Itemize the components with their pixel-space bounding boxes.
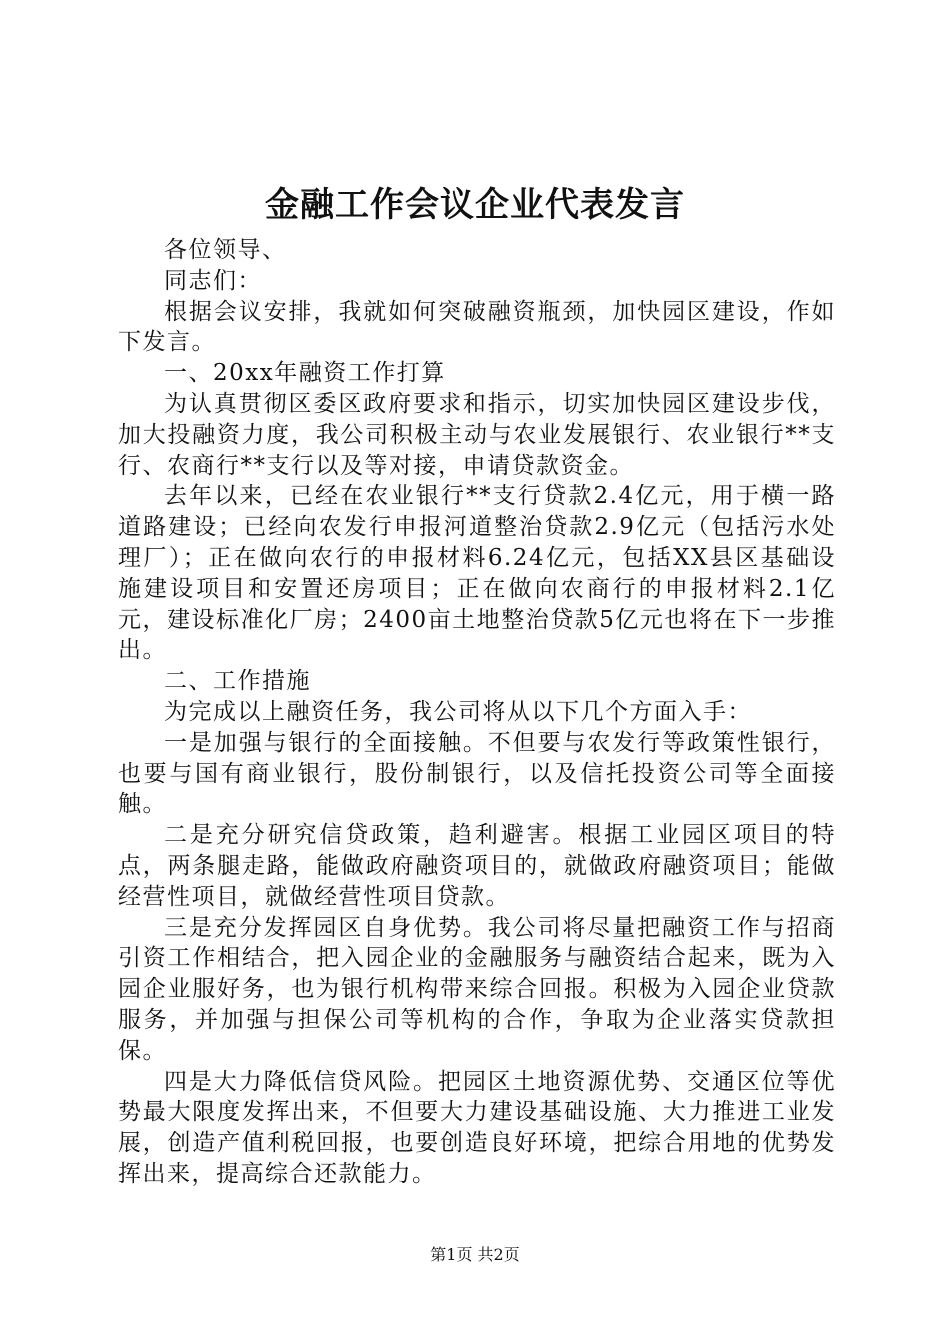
salutation-leaders: 各位领导、: [164, 237, 287, 263]
measures-intro: 为完成以上融资任务，我公司将从以下几个方面入手：: [164, 698, 752, 725]
measure-4: 四是大力降低信贷风险。把园区土地资源优势、交通区位等优势最大限度发挥出来，不但要大力建设基础设施、大力推进工业发展，创造产值利税回报，也要创造良好环境，把综合用地的优势发挥出来，提高综合还款能力。: [118, 1068, 836, 1187]
intro-paragraph: 根据会议安排，我就如何突破融资瓶颈，加快园区建设，作如下发言。: [118, 298, 836, 356]
salutation-comrades: 同志们：: [164, 267, 262, 294]
section-heading-plan: 一、20xx年融资工作打算: [164, 360, 446, 387]
document-title: 金融工作会议企业代表发言: [265, 185, 685, 225]
measure-2: 二是充分研究信贷政策，趋利避害。根据工业园区项目的特点，两条腿走路，能做政府融资项目的，就做政府融资项目；能做经营性项目，就做经营性项目贷款。: [118, 822, 836, 910]
section-heading-measures: 二、工作措施: [164, 668, 311, 695]
measure-3: 三是充分发挥园区自身优势。我公司将尽量把融资工作与招商引资工作相结合，把入园企业的金融服务与融资结合起来，既为入园企业服好务，也为银行机构带来综合回报。积极为入园企业贷款服务，并加强与担保公司等机构的合作，争取为企业落实贷款担保。: [118, 914, 836, 1064]
plan-paragraph-2: 去年以来，已经在农业银行**支行贷款2.4亿元，用于横一路道路建设；已经向农发行申报河道整治贷款2.9亿元（包括污水处理厂）；正在做向农行的申报材料6.24亿元，包括XX县区基础设施建设项目和安置还房项目；正在做向农商行的申报材料2.1亿元，建设标准化厂房；2400亩土地整治贷款5亿元也将在下一步推出。: [118, 483, 836, 664]
measure-1: 一是加强与银行的全面接触。不但要与农发行等政策性银行，也要与国有商业银行，股份制银行，以及信托投资公司等全面接触。: [118, 729, 836, 818]
document-body: [118, 235, 836, 1190]
page-footer: 第1页 共2页: [430, 1245, 520, 1264]
plan-paragraph-1: 为认真贯彻区委区政府要求和指示，切实加快园区建设步伐，加大投融资力度，我公司积极主动与农业发展银行、农业银行**支行、农商行**支行以及等对接，申请贷款资金。: [118, 390, 836, 479]
